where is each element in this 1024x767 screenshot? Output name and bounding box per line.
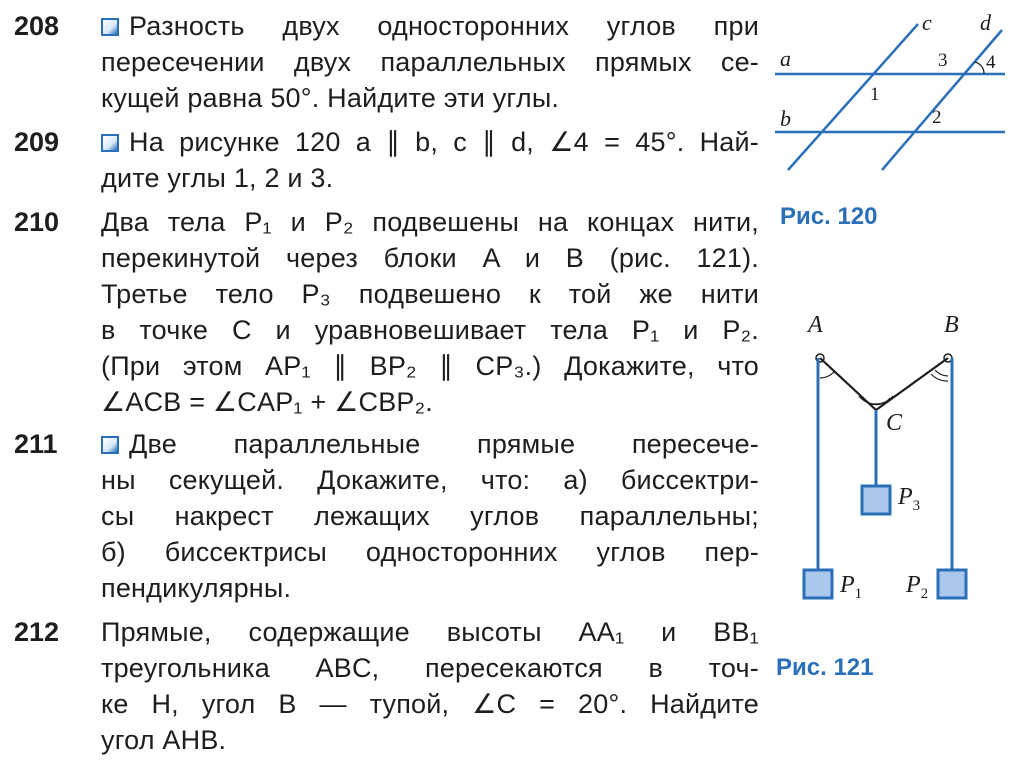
- problem-text: [101, 426, 759, 606]
- text-line: Разность двух односторонних углов при: [129, 11, 759, 41]
- problem-number: 210: [14, 207, 60, 237]
- problem-text: [101, 204, 759, 420]
- text-line: Две параллельные прямые пересече-: [129, 429, 759, 459]
- marker-square-icon: [101, 436, 119, 454]
- weight-p2: [938, 570, 966, 598]
- label-d: d: [980, 10, 991, 35]
- problem-text: [101, 124, 759, 196]
- problem-number: 211: [14, 429, 58, 459]
- text-line: сы накрест лежащих углов параллельны;: [101, 501, 759, 531]
- angle-label-1: 1: [870, 84, 880, 105]
- text-line: перекинутой через блоки A и B (рис. 121).: [101, 243, 759, 273]
- text-line: Прямые, содержащие высоты AA₁ и BB₁: [101, 617, 759, 647]
- marker-square-icon: [101, 134, 119, 152]
- label-c: c: [922, 10, 932, 35]
- problem-number: 212: [14, 617, 60, 647]
- text-line: пересечении двух параллельных прямых се-: [101, 47, 759, 77]
- text-line: б) биссектрисы односторонних углов пер-: [101, 537, 759, 567]
- text-line: кущей равна 50°. Найдите эти углы.: [101, 83, 560, 113]
- problem-208: [14, 8, 759, 120]
- problem-number: 208: [14, 11, 60, 41]
- marker-square-icon: [101, 18, 119, 36]
- problem-text: [101, 614, 759, 758]
- label-b: b: [780, 106, 791, 131]
- problem-list: [14, 8, 759, 762]
- angle-arc-a: [820, 372, 834, 378]
- text-line: (При этом AP₁ ∥ BP₂ ∥ CP₃.) Докажите, что: [101, 351, 759, 381]
- angle-label-3: 3: [938, 50, 948, 71]
- angle-label-4: 4: [986, 52, 996, 73]
- problem-212: [14, 614, 759, 762]
- text-line: На рисунке 120 a ∥ b, c ∥ d, ∠4 = 45°. Най-: [129, 127, 759, 157]
- figure-121-diagram: [790, 308, 990, 608]
- weight-p3: [862, 486, 890, 514]
- figure-120-diagram: [770, 8, 1015, 178]
- problem-209: [14, 124, 759, 202]
- text-line: угол AHB.: [101, 725, 227, 755]
- text-line: пендикулярны.: [101, 573, 292, 603]
- angle-arc-4: [975, 62, 984, 74]
- string-bc: [876, 358, 948, 410]
- figure-121-caption: Рис. 121: [776, 654, 874, 681]
- label-a: a: [780, 46, 791, 71]
- text-line: Два тела P₁ и P₂ подвешены на концах нити,: [101, 207, 759, 237]
- problem-text: [101, 8, 759, 116]
- text-line: ны секущей. Докажите, что: а) биссектри-: [101, 465, 759, 495]
- angle-arc-b2: [931, 374, 948, 381]
- weight-p1: [804, 570, 832, 598]
- line-c: [788, 24, 918, 170]
- text-line: дите углы 1, 2 и 3.: [101, 163, 334, 193]
- angle-arc-b: [935, 370, 948, 376]
- label-A: A: [808, 312, 823, 338]
- text-line: ∠ACB = ∠CAP₁ + ∠CBP₂.: [101, 387, 433, 417]
- problem-210: [14, 204, 759, 424]
- label-P3: $P_3$: [898, 484, 921, 514]
- text-line: треугольника ABC, пересекаются в точ-: [101, 653, 759, 683]
- label-P2: $P_2$: [906, 572, 929, 602]
- label-P1: $P_1$: [840, 572, 863, 602]
- problem-211: [14, 426, 759, 612]
- text-line: в точке C и уравновешивает тела P₁ и P₂.: [101, 315, 759, 345]
- angle-label-2: 2: [932, 107, 942, 128]
- text-line: ке H, угол B — тупой, ∠C = 20°. Найдите: [101, 689, 759, 719]
- angle-arc-c2: [859, 396, 893, 404]
- label-C: C: [886, 410, 903, 436]
- problem-number: 209: [14, 127, 60, 157]
- label-B: B: [944, 312, 959, 338]
- text-line: Третье тело P₃ подвешено к той же нити: [101, 279, 759, 309]
- figure-120-caption: Рис. 120: [780, 203, 878, 230]
